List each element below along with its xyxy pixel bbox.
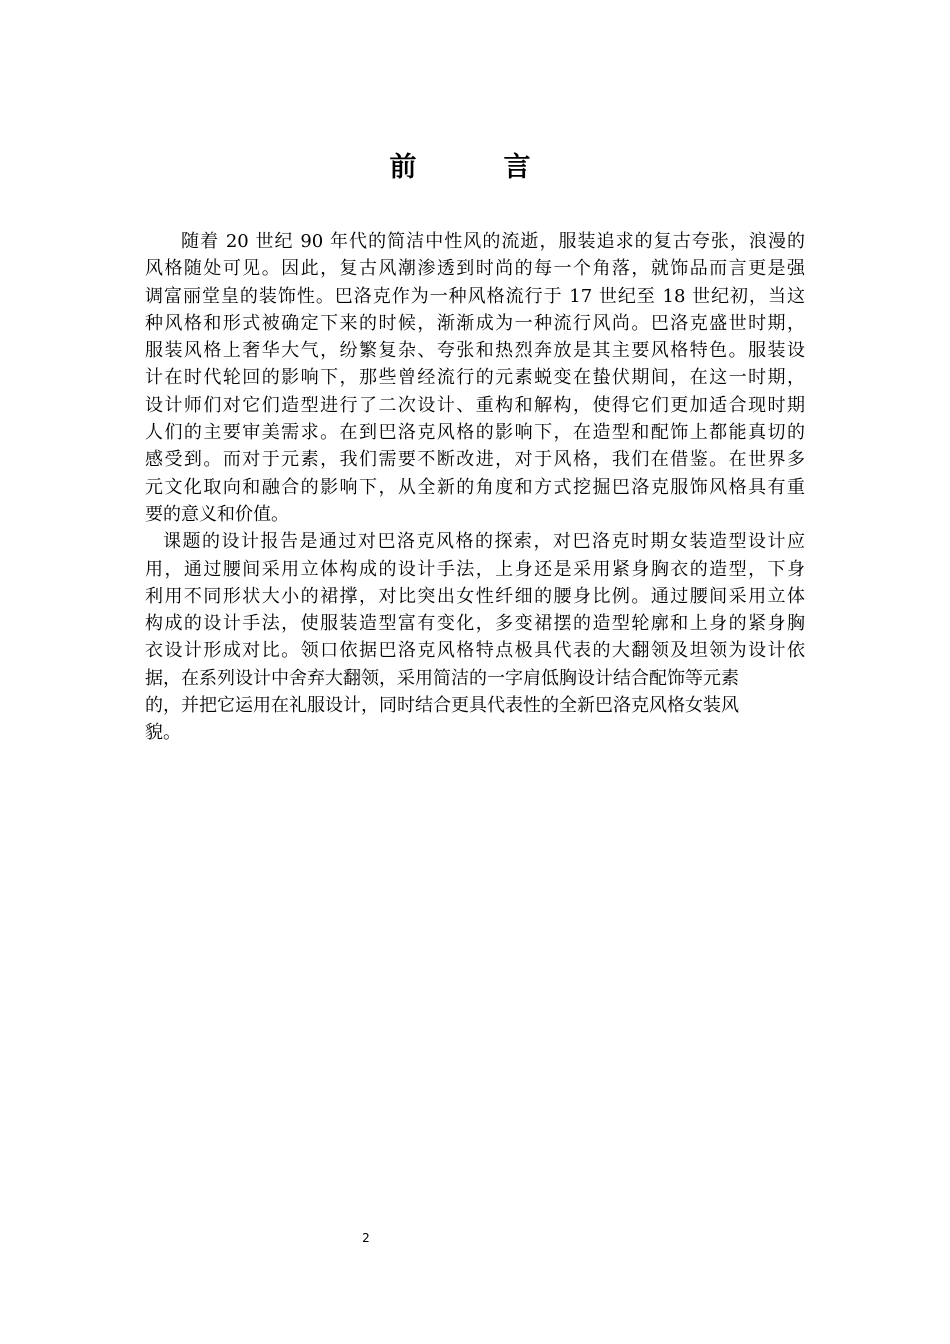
- paragraph-line: 衣设计形成对比。领口依据巴洛克风格特点极具代表的大翻领及坦领为设计依: [145, 640, 805, 662]
- paragraph-line: 感受到。而对于元素，我们需要不断改进，对于风格，我们在借鉴。在世界多: [145, 449, 805, 471]
- paragraph-line: 服装风格上奢华大气，纷繁复杂、夸张和热烈奔放是其主要风格特色。服装设: [145, 340, 805, 362]
- paragraph-line: 人们的主要审美需求。在到巴洛克风格的影响下，在造型和配饰上都能真切的: [145, 422, 805, 444]
- paragraph-1: [145, 228, 805, 528]
- paragraph-line: 貌。: [145, 722, 181, 744]
- paragraph-line: 设计师们对它们造型进行了二次设计、重构和解构，使得它们更加适合现时期: [145, 394, 805, 416]
- paragraph-line: 随着 20 世纪 90 年代的简洁中性风的流逝，服装追求的复古夸张，浪漫的: [181, 231, 805, 252]
- paragraph-line: 利用不同形状大小的裙撑，对比突出女性纤细的腰身比例。通过腰间采用立体: [145, 585, 805, 607]
- paragraph-line: 的，并把它运用在礼服设计，同时结合更具代表性的全新巴洛克风格女装风: [145, 695, 739, 717]
- paragraph-line: 种风格和形式被确定下来的时候，渐渐成为一种流行风尚。巴洛克盛世时期，: [145, 312, 805, 334]
- paragraph-line: 要的意义和价值。: [145, 503, 289, 525]
- paragraph-line: 课题的设计报告是通过对巴洛克风格的探索，对巴洛克时期女装造型设计应: [163, 531, 805, 553]
- paragraph-line: 据，在系列设计中舍弃大翻领，采用简洁的一字肩低胸设计结合配饰等元素: [145, 667, 739, 689]
- paragraph-line: 计在时代轮回的影响下，那些曾经流行的元素蜕变在蛰伏期间，在这一时期，: [145, 367, 805, 389]
- page-title: 前 言: [389, 152, 561, 183]
- body-text: [145, 228, 805, 747]
- paragraph-line: 元文化取向和融合的影响下，从全新的角度和方式挖掘巴洛克服饰风格具有重: [145, 476, 805, 498]
- paragraph-line: 风格随处可见。因此，复古风潮渗透到时尚的每一个角落，就饰品而言更是强: [145, 258, 805, 280]
- paragraph-line: 构成的设计手法，使服装造型富有变化，多变裙摆的造型轮廓和上身的紧身胸: [145, 613, 805, 635]
- paragraph-line: 用，通过腰间采用立体构成的设计手法，上身还是采用紧身胸衣的造型，下身: [145, 558, 805, 580]
- paragraph-line: 调富丽堂皇的装饰性。巴洛克作为一种风格流行于 17 世纪至 18 世纪初，当这: [145, 285, 805, 307]
- page-number: 2: [362, 1231, 370, 1245]
- paragraph-2: [145, 528, 805, 746]
